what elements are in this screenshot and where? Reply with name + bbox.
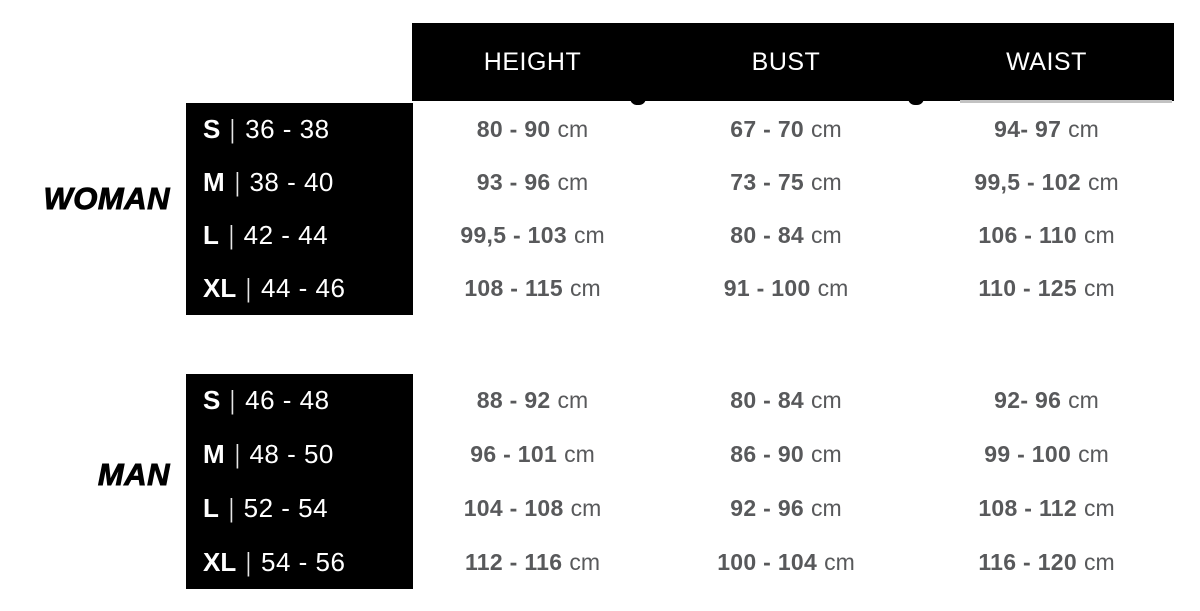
man-size-l: [203, 482, 413, 536]
value: 99,5 - 103: [460, 222, 567, 248]
column-header-waist: WAIST: [1006, 47, 1087, 76]
size-range: 46 - 48: [245, 385, 330, 416]
unit-label: cm: [1083, 222, 1115, 248]
unit-label: cm: [569, 275, 601, 301]
man-size-m: [203, 428, 413, 482]
value: 116 - 120: [978, 548, 1077, 575]
woman-s-bust: [730, 116, 841, 143]
size-separator: |: [228, 492, 234, 523]
unit-label: cm: [1083, 275, 1115, 301]
woman-size-box: [186, 103, 413, 315]
unit-label: cm: [573, 222, 605, 248]
size-letter: L: [203, 492, 219, 523]
value: 73 - 75: [730, 169, 805, 195]
man-l-waist: [978, 495, 1114, 522]
unit-label: cm: [811, 169, 842, 195]
man-l-height: [464, 495, 602, 522]
size-separator: |: [234, 439, 240, 470]
man-xl-waist: [978, 549, 1114, 576]
value: 108 - 112: [978, 494, 1077, 521]
value: 112 - 116: [464, 548, 563, 575]
man-s-waist: [994, 387, 1099, 414]
size-range: 52 - 54: [243, 492, 329, 523]
unit-label: cm: [569, 548, 601, 575]
unit-label: cm: [811, 441, 842, 468]
value: 86 - 90: [730, 441, 805, 468]
size-range: 48 - 50: [249, 439, 334, 470]
size-separator: |: [228, 220, 234, 250]
value: 104 - 108: [463, 494, 564, 521]
unit-label: cm: [811, 387, 842, 414]
size-letter: L: [203, 220, 219, 250]
unit-label: cm: [811, 116, 842, 142]
woman-values-grid: [412, 103, 1174, 315]
size-letter: M: [203, 167, 225, 197]
unit-label: cm: [557, 116, 589, 142]
value: 91 - 100: [723, 275, 811, 301]
size-letter: M: [203, 439, 225, 470]
man-xl-height: [465, 549, 600, 576]
woman-s-height: [477, 116, 588, 143]
column-header-height: HEIGHT: [483, 47, 582, 76]
woman-m-height: [477, 169, 588, 196]
value: 106 - 110: [978, 222, 1077, 248]
size-letter: XL: [203, 273, 237, 303]
unit-label: cm: [824, 548, 855, 575]
group-label-man: MAN: [97, 457, 170, 492]
size-letter: S: [203, 385, 221, 416]
value: 96 - 101: [470, 441, 558, 468]
unit-label: cm: [557, 387, 589, 414]
value: 108 - 115: [464, 275, 563, 301]
woman-m-bust: [730, 169, 841, 196]
unit-label: cm: [1083, 494, 1115, 521]
value: 99 - 100: [984, 441, 1072, 468]
man-size-box: [186, 374, 413, 589]
size-range: 38 - 40: [249, 167, 334, 197]
size-range: 54 - 56: [261, 546, 346, 577]
woman-s-waist: [994, 116, 1099, 143]
woman-xl-height: [464, 275, 600, 302]
woman-xl-bust: [724, 275, 848, 302]
woman-size-s: [203, 103, 413, 156]
man-size-s: [203, 374, 413, 428]
value: 80 - 84: [730, 387, 805, 414]
woman-xl-waist: [978, 275, 1114, 302]
value: 92 - 96: [730, 494, 805, 521]
man-m-height: [470, 441, 594, 468]
unit-label: cm: [811, 494, 842, 521]
size-separator: |: [230, 114, 236, 144]
table-header-bar: [412, 23, 1174, 101]
value: 88 - 92: [476, 387, 551, 414]
size-range: 42 - 44: [243, 220, 329, 250]
group-label-woman: WOMAN: [43, 181, 170, 216]
woman-size-l: [203, 209, 413, 262]
woman-l-bust: [730, 222, 841, 249]
unit-label: cm: [564, 441, 595, 468]
value: 80 - 84: [730, 222, 805, 248]
size-range: 36 - 38: [245, 114, 330, 144]
unit-label: cm: [817, 275, 849, 301]
value: 100 - 104: [717, 548, 818, 575]
value: 110 - 125: [978, 275, 1077, 301]
value: 94- 97: [994, 116, 1062, 142]
value: 80 - 90: [476, 116, 551, 142]
woman-m-waist: [974, 169, 1118, 196]
value: 93 - 96: [476, 169, 551, 195]
size-letter: XL: [203, 546, 237, 577]
unit-label: cm: [1087, 169, 1119, 195]
man-values-grid: [412, 374, 1174, 589]
woman-l-height: [460, 222, 604, 249]
size-range: 44 - 46: [261, 273, 346, 303]
man-m-waist: [984, 441, 1108, 468]
man-s-height: [477, 387, 588, 414]
unit-label: cm: [1068, 387, 1099, 414]
woman-size-m: [203, 156, 413, 209]
size-separator: |: [246, 546, 252, 577]
man-size-xl: [203, 535, 413, 589]
size-separator: |: [230, 385, 236, 416]
column-header-bust: BUST: [751, 47, 821, 76]
value: 92- 96: [994, 387, 1062, 414]
unit-label: cm: [570, 494, 602, 521]
unit-label: cm: [1083, 548, 1115, 575]
man-l-bust: [730, 495, 841, 522]
unit-label: cm: [557, 169, 589, 195]
man-s-bust: [730, 387, 841, 414]
value: 99,5 - 102: [974, 169, 1081, 195]
man-m-bust: [730, 441, 841, 468]
size-letter: S: [203, 114, 221, 144]
unit-label: cm: [1078, 441, 1109, 468]
unit-label: cm: [811, 222, 842, 248]
value: 67 - 70: [730, 116, 805, 142]
woman-l-waist: [978, 222, 1114, 249]
woman-size-xl: [203, 262, 413, 315]
size-separator: |: [234, 167, 240, 197]
man-xl-bust: [717, 549, 855, 576]
unit-label: cm: [1068, 116, 1099, 142]
size-separator: |: [246, 273, 252, 303]
